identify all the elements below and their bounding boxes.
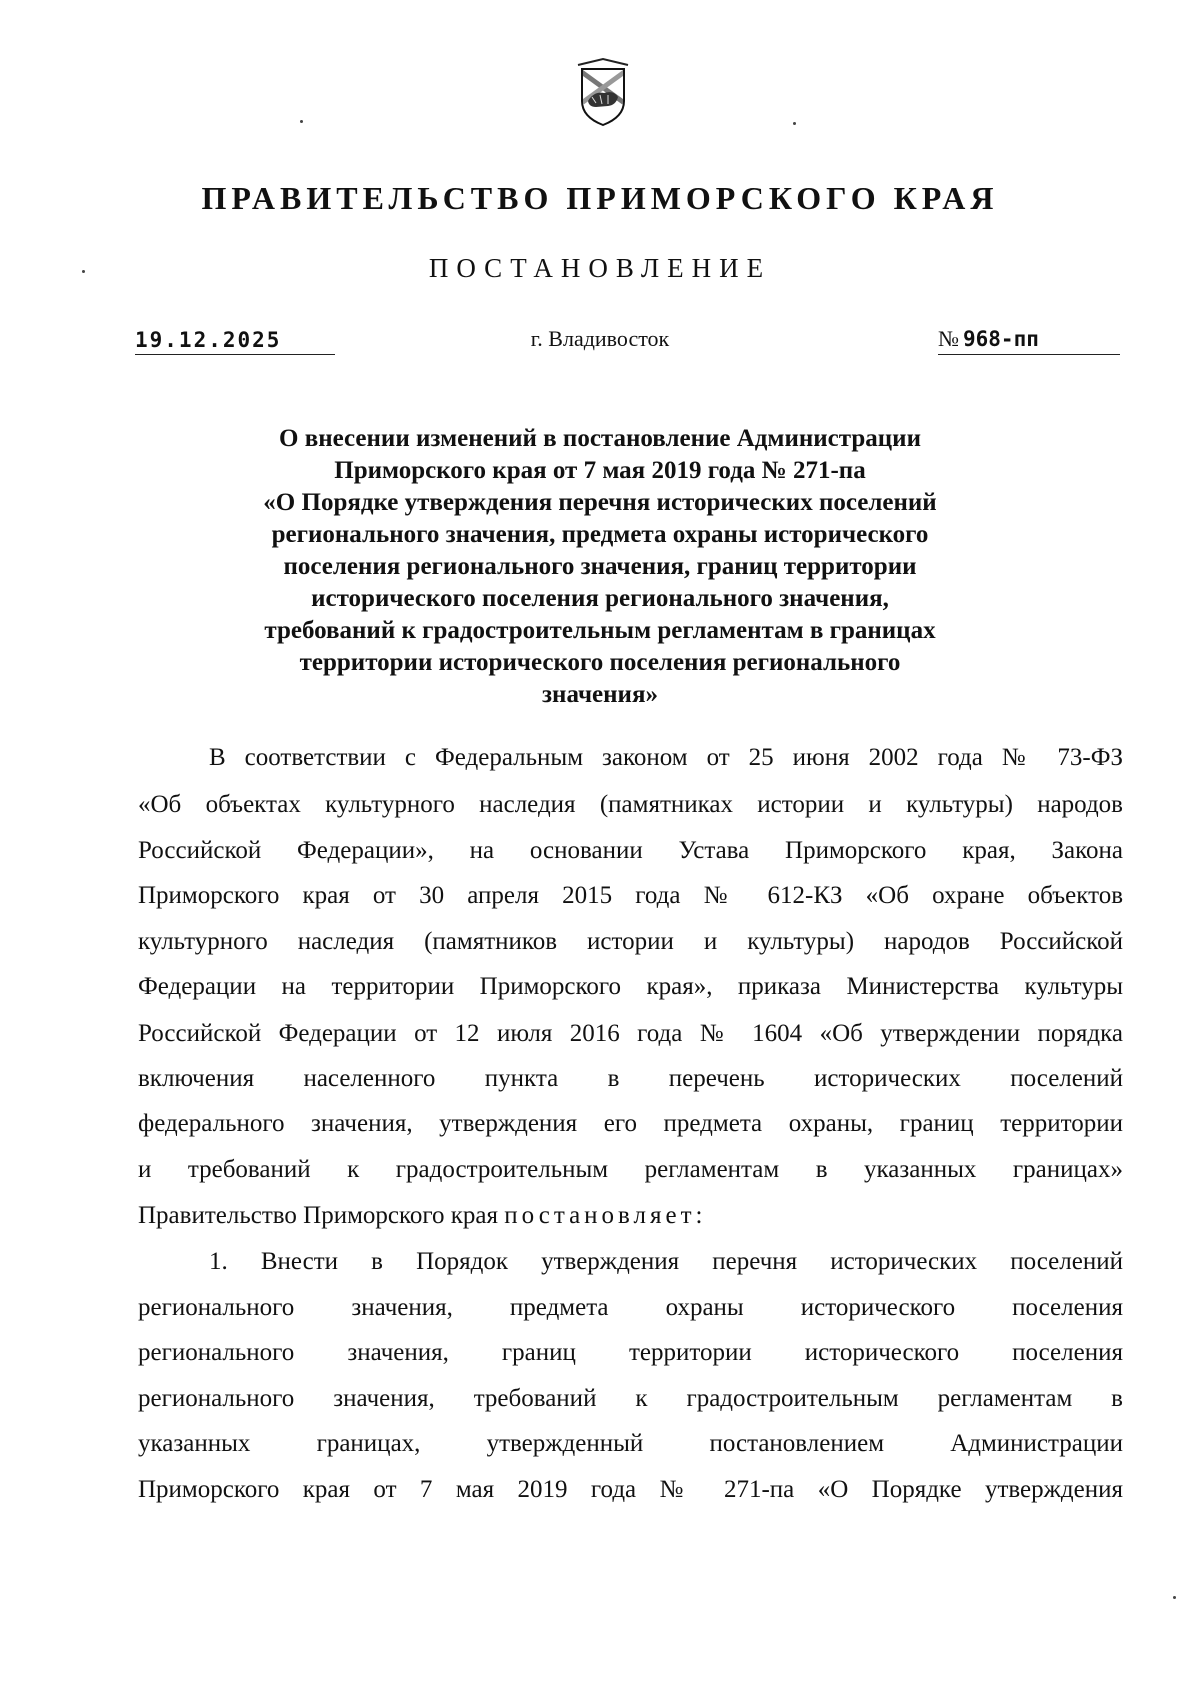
preamble-line: культурного наследия (памятников истории и культуры) народов Российской [138,928,1123,955]
document-type: ПОСТАНОВЛЕНИЕ [428,253,772,283]
resolution-line [138,1202,1123,1230]
preamble-line: Российской Федерации», на основании Устава Приморского края, Закона [138,837,1123,864]
preamble-line: В соответствии с Федеральным законом от 25 июня 2002 года № 73-ФЗ [209,744,1123,771]
document-city: г. Владивосток [530,326,670,351]
scan-speck [82,270,85,273]
subject-line: значения» [542,681,658,708]
subject-line: О внесении изменений в постановление Администрации [279,425,921,452]
resolution-lead: Правительство Приморского края [138,1202,505,1229]
scan-speck [300,120,303,123]
resolution-word: постановляет: [504,1202,707,1229]
organization-title: ПРАВИТЕЛЬСТВО ПРИМОРСКОГО КРАЯ [201,180,999,216]
document-subject [200,423,1000,711]
subject-line: территории исторического поселения регионального [299,649,901,676]
number-sign: № [938,326,959,351]
item-line: регионального значения, предмета охраны исторического поселения [138,1294,1123,1321]
item-line: указанных границах, утвержденный постановлением Администрации [138,1430,1123,1457]
item-line: 1. Внести в Порядок утверждения перечня исторических поселений [209,1248,1123,1275]
document-number [938,326,1120,355]
preamble-line: Приморского края от 30 апреля 2015 года № 612-КЗ «Об охране объектов [138,882,1123,909]
number-value: 968-пп [963,327,1039,351]
item-line: Приморского края от 7 мая 2019 года № 271-па «О Порядке утверждения [138,1476,1123,1503]
subject-line: исторического поселения регионального значения, [311,585,889,612]
subject-line: требований к градостроительным регламентам в границах [264,617,936,644]
item-line: регионального значения, требований к градостроительным регламентам в [138,1385,1123,1412]
subject-line: Приморского края от 7 мая 2019 года № 271-па [334,457,866,484]
preamble-line: федерального значения, утверждения его предмета охраны, границ территории [138,1110,1123,1137]
preamble-line: и требований к градостроительным регламентам в указанных границах» [138,1156,1123,1183]
preamble-line: Российской Федерации от 12 июля 2016 года № 1604 «Об утверждении порядка [138,1020,1123,1047]
scan-speck [793,122,796,125]
coat-of-arms-emblem [574,57,632,127]
document-date: 19.12.2025 [135,328,335,355]
subject-line: «О Порядке утверждения перечня исторических поселений [263,489,937,516]
item-line: регионального значения, границ территории исторического поселения [138,1339,1123,1366]
preamble-line: включения населенного пункта в перечень исторических поселений [138,1065,1123,1092]
preamble-line: Федерации на территории Приморского края», приказа Министерства культуры [138,973,1123,1000]
preamble-line: «Об объектах культурного наследия (памятниках истории и культуры) народов [138,791,1123,818]
subject-line: поселения регионального значения, границ территории [283,553,917,580]
subject-line: регионального значения, предмета охраны исторического [271,521,929,548]
scan-speck [1173,1596,1176,1599]
